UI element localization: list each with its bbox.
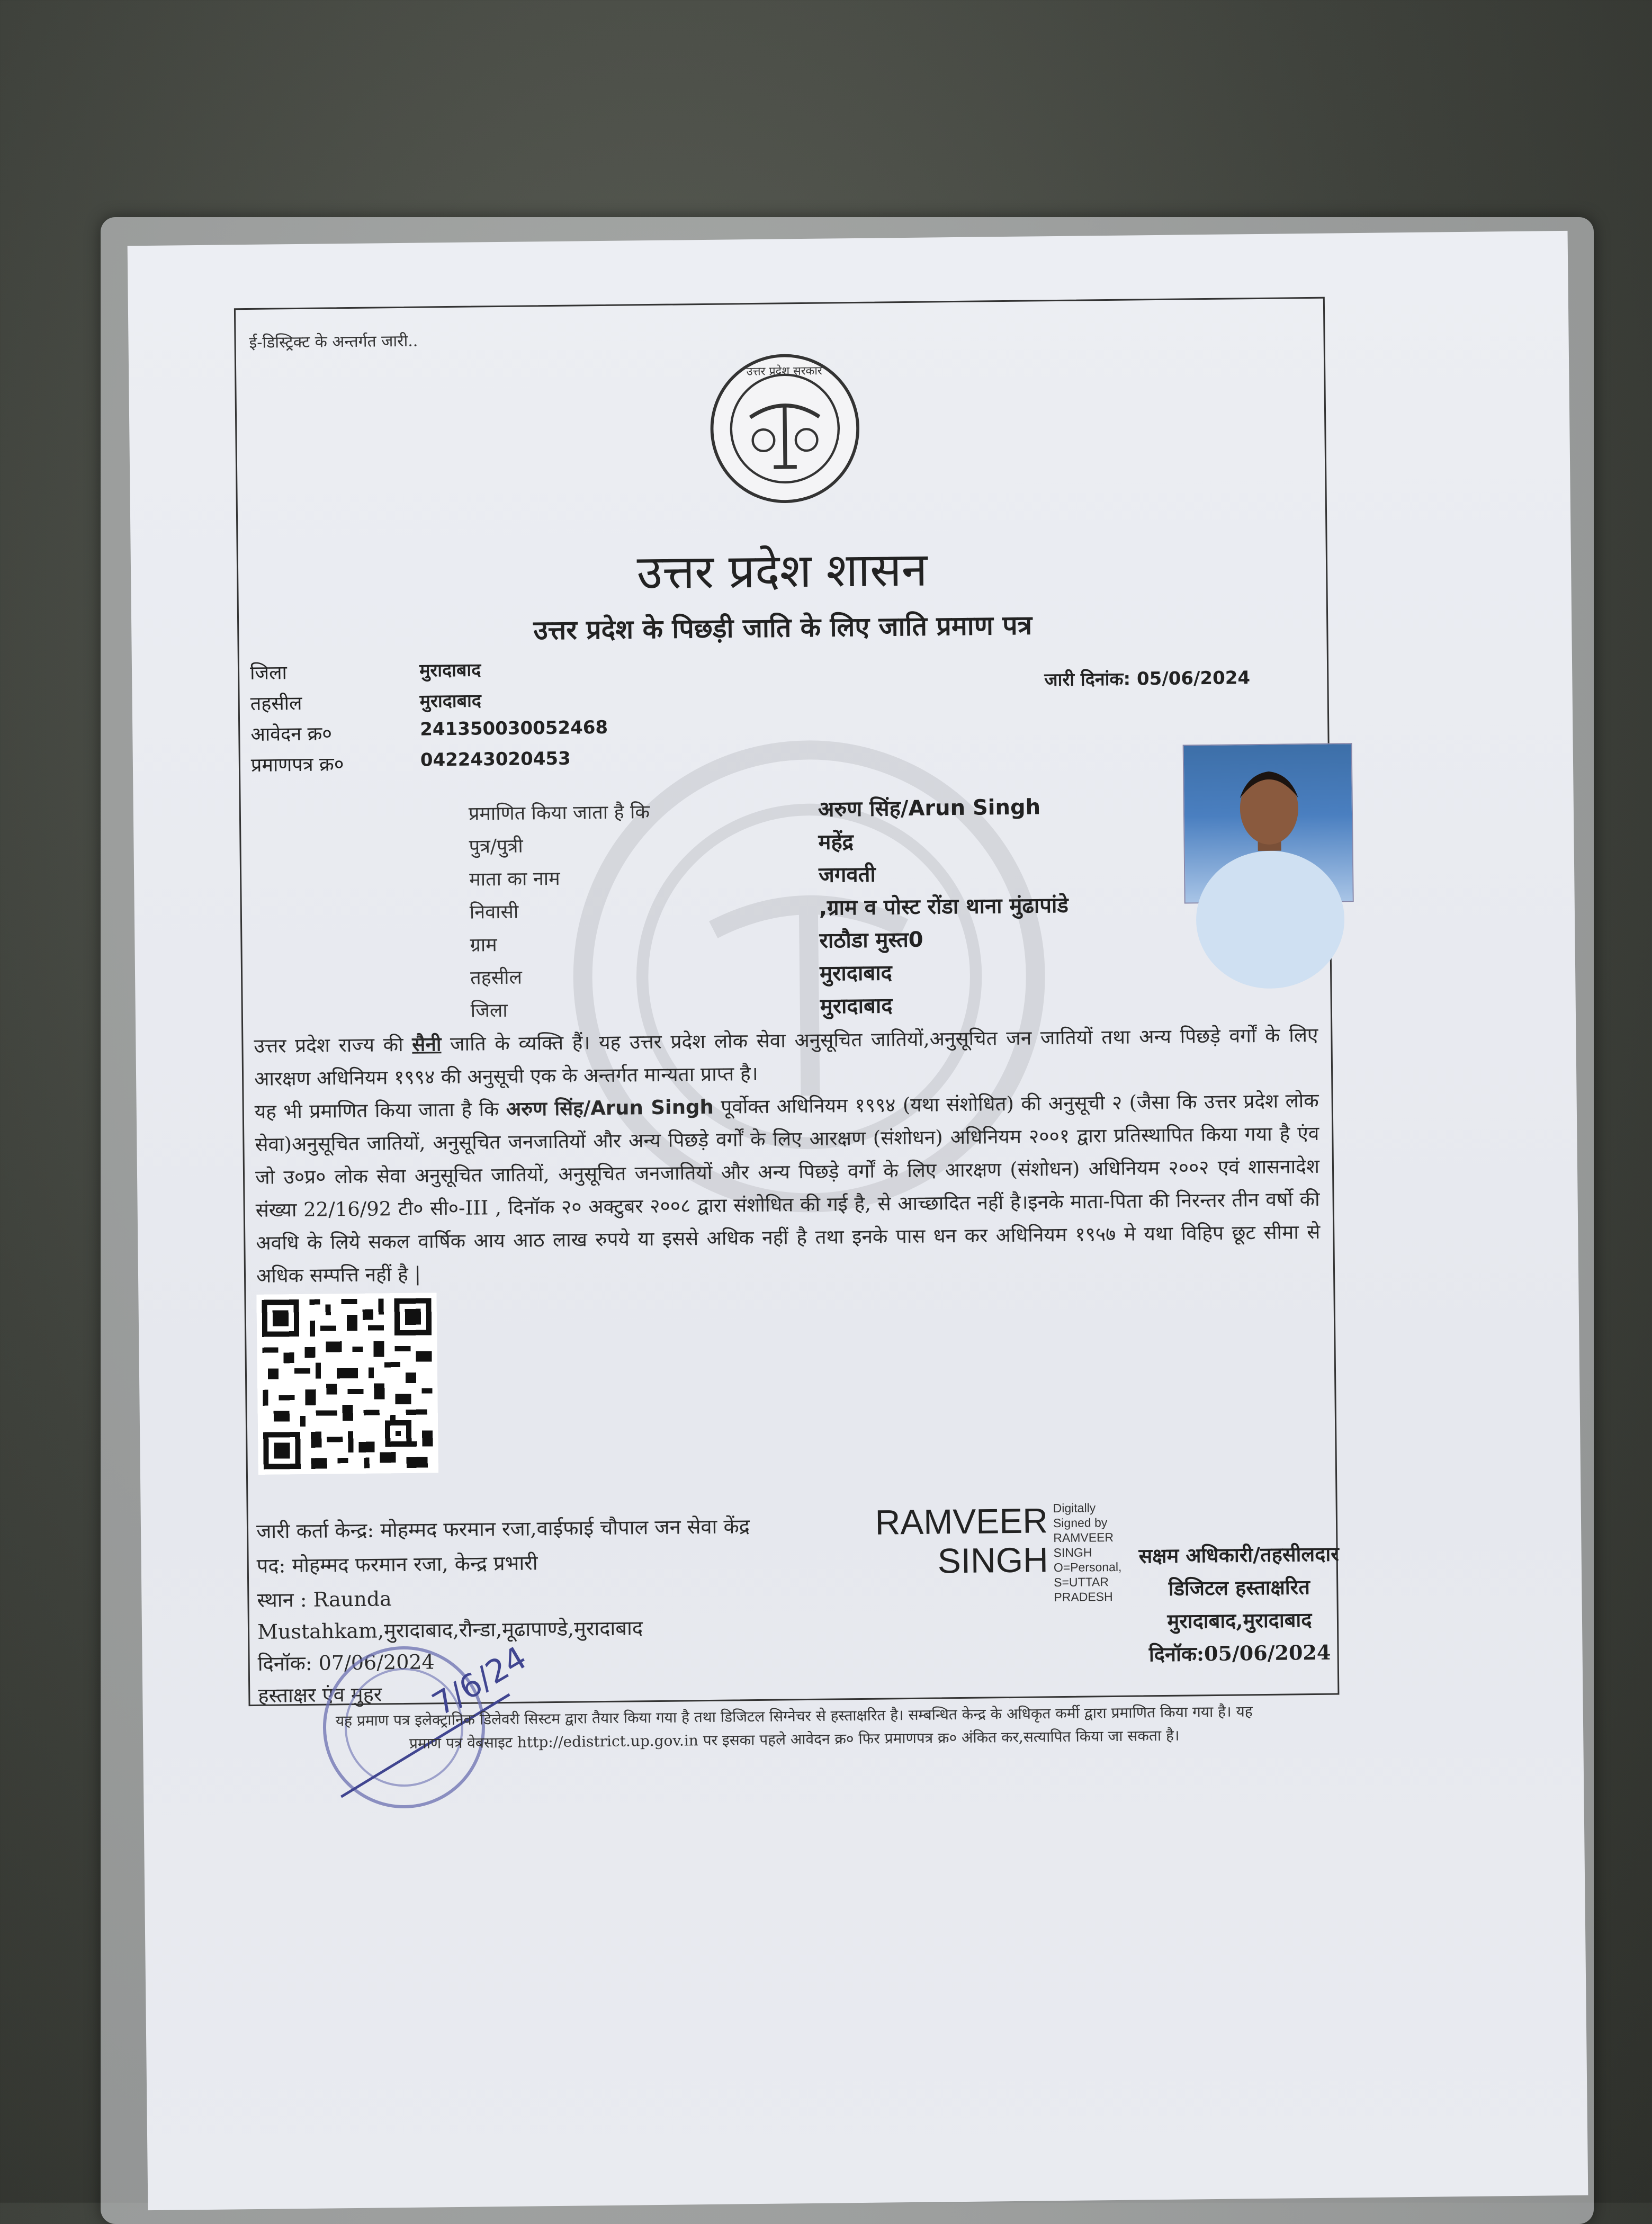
officer-date: दिनॉक:05/06/2024 — [1148, 1640, 1331, 1666]
applicant-photo — [1183, 743, 1354, 903]
officer-location: मुरादाबाद,मुरादाबाद — [1167, 1608, 1312, 1633]
certificate-paper — [128, 231, 1588, 2210]
field-value-name: अरुण सिंह/Arun Singh — [818, 795, 1041, 822]
digital-signature-details — [1053, 1500, 1123, 1604]
field-value-tehsil: मुरादाबाद — [819, 961, 893, 986]
field-value-father: महेंद्र — [818, 830, 854, 855]
field-value-district: मुरादाबाद — [820, 993, 893, 1019]
field-value-mother: जगवती — [818, 862, 876, 887]
field-label-village: ग्राम — [470, 934, 497, 956]
sig-detail: PRADESH — [1054, 1589, 1113, 1604]
issuer-sign-label: हस्ताक्षर एंव मुहर — [258, 1682, 382, 1707]
field-value-resident: ,ग्राम व पोस्ट रोंडा थाना मुंढापांडे — [819, 893, 1069, 920]
issue-date: जारी दिनांक: 05/06/2024 — [1044, 667, 1251, 691]
issuer-place: स्थान : Raunda — [257, 1587, 392, 1612]
meta-district-value: मुरादाबाद — [419, 659, 481, 681]
certificate-frame — [234, 297, 1340, 1752]
up-government-emblem-icon — [707, 351, 863, 506]
certificate-title: उत्तर प्रदेश शासन — [636, 542, 928, 600]
meta-district-label: जिला — [249, 662, 288, 684]
meta-tehsil-label: तहसील — [250, 692, 302, 715]
para-text: यह भी प्रमाणित किया जाता है कि — [254, 1097, 507, 1123]
para-text: जाति के व्यक्ति हैं। यह उत्तर प्रदेश लोक सेवा अनुसूचित जातियों,अनुसूचित जन जातियों तथा अन्य पिछड़े वर्गों के लिए आरक्षण अधिनियम १९९४ की अनुसूची एक के अन्तर्गत मान्यता प्राप्त है। — [254, 1023, 1318, 1090]
field-label-mother: माता का नाम — [469, 867, 560, 891]
signer-name-line2: SINGH — [937, 1540, 1049, 1581]
meta-certificate-label: प्रमाणपत्र क्र० — [250, 754, 344, 776]
meta-tehsil-value: मुरादाबाद — [419, 690, 482, 712]
header-note: ई-डिस्ट्रिक्ट के अन्तर्गत जारी.. — [249, 331, 418, 352]
footer-line-1: यह प्रमाण पत्र इलेक्ट्रानिक डिलेवरी सिस्टम द्वारा तैयार किया गया है तथा डिजिटल सिग्नेचर से हस्ताक्षरित है। सम्बन्धित केन्द्र के अधिकृत कर्मी द्वारा प्रमाणित किया गया है। यह — [335, 1702, 1253, 1730]
field-label-tehsil: तहसील — [470, 966, 523, 989]
sig-detail: O=Personal, — [1053, 1559, 1122, 1575]
sig-detail: Digitally — [1053, 1501, 1096, 1515]
handwritten-date: 7/6/24 — [426, 1639, 533, 1724]
field-label-resident: निवासी — [469, 901, 519, 923]
issuer-address: Mustahkam,मुरादाबाद,रौन्डा,मूढापाण्डे,मुरादाबाद — [257, 1616, 643, 1644]
meta-application-label: आवेदन क्र० — [250, 723, 333, 746]
qr-code — [256, 1293, 438, 1475]
field-label-district: जिला — [470, 999, 508, 1022]
officer-digital-signed: डिजिटल हस्ताक्षरित — [1168, 1575, 1310, 1600]
para-text: उत्तर प्रदेश राज्य की — [254, 1033, 412, 1057]
issuer-post: पद: मोहम्मद फरमान रजा, केन्द्र प्रभारी — [256, 1551, 538, 1577]
certificate-body-text — [254, 1019, 1321, 1293]
sig-detail: SINGH — [1053, 1545, 1092, 1560]
field-label-child-of: पुत्र/पुत्री — [469, 835, 523, 858]
digital-signer-name — [788, 1501, 1049, 1582]
meta-certificate-value: 042243020453 — [420, 748, 571, 771]
meta-application-value: 241350030052468 — [420, 716, 608, 740]
sig-detail: S=UTTAR — [1054, 1575, 1109, 1590]
signer-name-line1: RAMVEER — [875, 1501, 1048, 1542]
caste-name: सैनी — [412, 1033, 442, 1056]
issuer-center: जारी कर्ता केन्द्र: मोहम्मद फरमान रजा,वाईफाई चौपाल जन सेवा केंद्र — [256, 1514, 750, 1543]
field-label-certified: प्रमाणित किया जाता है कि — [468, 801, 650, 825]
officer-block — [1122, 1537, 1357, 1671]
officer-designation: सक्षम अधिकारी/तहसीलदार — [1138, 1541, 1339, 1568]
issuer-date: दिनॉक: 07/06/2024 — [257, 1650, 435, 1675]
field-value-village: राठौडा मुस्त0 — [819, 927, 923, 953]
footer-line-2: प्रमाण पत्र वेबसाइट http://edistrict.up.gov.in पर इसका पहले आवेदन क्र० फिर प्रमाणपत्र क्र० अंकित कर,सत्यापित किया जा सकता है। — [409, 1726, 1180, 1752]
applicant-name-inline: अरुण सिंह/Arun Singh — [506, 1095, 714, 1120]
para-text: पूर्वोक्त अधिनियम १९९४ (यथा संशोधित) की अनुसूची २ (जैसा कि उत्तर प्रदेश लोक सेवा)अनुसूचित जातियों, अनुसूचित जनजातियों और अन्य पिछड़े वर्गों के लिए आरक्षण (संशोधन) अधिनियम २००१ द्वारा प्रतिस्थापित किया गया है एंव जो उ०प्र० लोक सेवा अनुसूचित जातियों, अनुसूचित जनजातियों और अन्य पिछड़े वर्गों के लिए आरक्षण (संशोधन) अधिनियम २००२ एवं शासनादेश संख्या 22/16/92 टी० सी०-III , दिनॉक २० अक्टुबर २००८ द्वारा संशोधित की गई है, से आच्छादित नहीं है।इनके माता-पिता की निरन्तर तीन वर्षो की अवधि के लिये सकल वार्षिक आय आठ लाख रुपये या इससे अधिक नहीं है तथा इनके पास धन कर अधिनियम १९५७ मे यथा विहिप छूट सीमा से अधिक सम्पत्ति नहीं है | — [255, 1089, 1321, 1287]
emblem-text: उत्तर प्रदेश सरकार — [746, 364, 822, 379]
sig-detail: Signed by — [1053, 1515, 1108, 1530]
certificate-subtitle: उत्तर प्रदेश के पिछड़ी जाति के लिए जाति प्रमाण पत्र — [533, 609, 1032, 646]
sig-detail: RAMVEER — [1053, 1530, 1114, 1545]
